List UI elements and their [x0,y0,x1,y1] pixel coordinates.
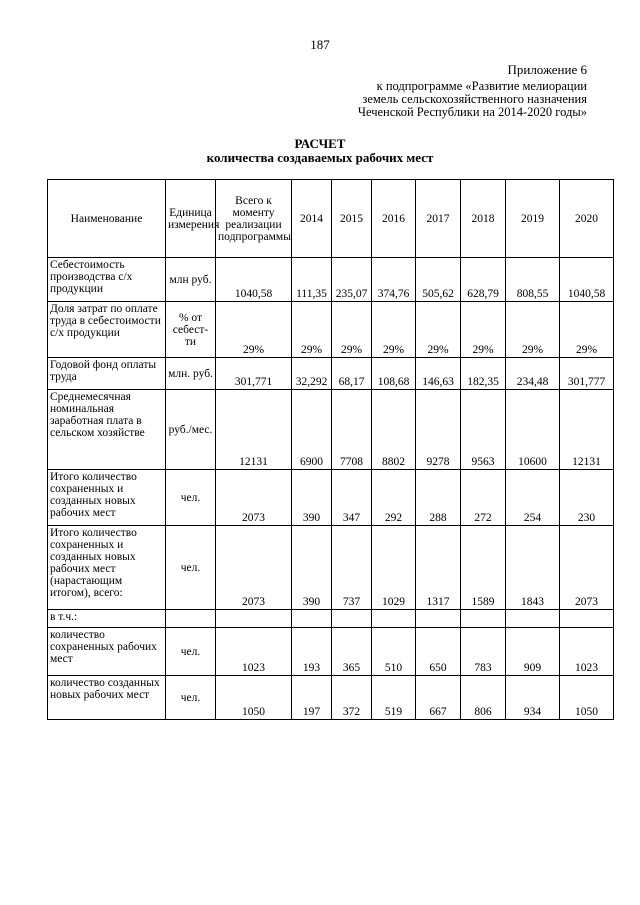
value-cell: 29% [216,302,292,358]
value-cell [416,610,461,628]
value-cell: 372 [332,676,372,720]
table-row [48,470,614,526]
value-cell [292,610,332,628]
value-cell [560,610,614,628]
value-cell: 783 [461,628,506,676]
column-header: 2015 [332,180,372,258]
row-unit [166,610,216,628]
column-header: 2016 [372,180,416,258]
value-cell: 1023 [216,628,292,676]
document-title [0,137,640,165]
calculation-table [47,179,614,720]
row-unit: млн руб. [166,258,216,302]
column-header: 2014 [292,180,332,258]
value-cell: 1317 [416,526,461,610]
value-cell: 628,79 [461,258,506,302]
value-cell: 1040,58 [216,258,292,302]
appendix-label: Приложение 6 [507,62,587,77]
subprogram-line: Чеченской Республики на 2014-2020 годы» [357,105,587,119]
value-cell: 182,35 [461,358,506,390]
value-cell: 68,17 [332,358,372,390]
value-cell: 29% [292,302,332,358]
title-subheading: количества создаваемых рабочих мест [206,150,434,165]
table-row [48,628,614,676]
value-cell: 737 [332,526,372,610]
value-cell: 29% [332,302,372,358]
table-header-row [48,180,614,258]
value-cell: 1029 [372,526,416,610]
value-cell: 365 [332,628,372,676]
value-cell: 32,292 [292,358,332,390]
table-row [48,390,614,470]
value-cell: 808,55 [506,258,560,302]
value-cell: 2073 [216,526,292,610]
row-name: количество сохраненных рабочих мест [48,628,166,676]
value-cell: 301,777 [560,358,614,390]
value-cell [332,610,372,628]
value-cell: 8802 [372,390,416,470]
value-cell: 505,62 [416,258,461,302]
value-cell [216,610,292,628]
value-cell: 7708 [332,390,372,470]
value-cell: 29% [372,302,416,358]
column-header: 2017 [416,180,461,258]
value-cell: 29% [416,302,461,358]
value-cell: 1843 [506,526,560,610]
row-unit: чел. [166,526,216,610]
row-unit: млн. руб. [166,358,216,390]
value-cell: 1040,58 [560,258,614,302]
value-cell: 197 [292,676,332,720]
value-cell: 347 [332,470,372,526]
column-header: 2019 [506,180,560,258]
table-row [48,358,614,390]
value-cell: 374,76 [372,258,416,302]
value-cell: 301,771 [216,358,292,390]
subprogram-reference [358,80,587,119]
row-name: Доля затрат по оплате труда в себестоимости с/х продукции [48,302,166,358]
value-cell: 909 [506,628,560,676]
row-name: количество созданных новых рабочих мест [48,676,166,720]
value-cell: 9278 [416,390,461,470]
value-cell: 6900 [292,390,332,470]
value-cell: 10600 [506,390,560,470]
value-cell [372,610,416,628]
subprogram-line: к подпрограмме «Развитие мелиорации [376,79,587,93]
title-heading: РАСЧЕТ [294,136,346,151]
value-cell: 12131 [216,390,292,470]
column-header: Наименование [48,180,166,258]
value-cell: 29% [461,302,506,358]
value-cell: 510 [372,628,416,676]
row-unit: чел. [166,470,216,526]
value-cell: 29% [506,302,560,358]
value-cell: 234,48 [506,358,560,390]
value-cell: 235,07 [332,258,372,302]
row-name: Среднемесячная номинальная заработная плата в сельском хозяйстве [48,390,166,470]
table-row [48,258,614,302]
value-cell: 1050 [560,676,614,720]
value-cell: 292 [372,470,416,526]
row-unit: % от себест-ти [166,302,216,358]
value-cell: 29% [560,302,614,358]
value-cell: 230 [560,470,614,526]
value-cell: 1589 [461,526,506,610]
value-cell: 667 [416,676,461,720]
row-name: Итого количество сохраненных и созданных новых рабочих мест (нарастающим итогом), всего: [48,526,166,610]
table-row [48,676,614,720]
value-cell: 272 [461,470,506,526]
value-cell: 934 [506,676,560,720]
table-row [48,610,614,628]
value-cell: 390 [292,470,332,526]
column-header: 2020 [560,180,614,258]
column-header: 2018 [461,180,506,258]
value-cell: 146,63 [416,358,461,390]
value-cell: 2073 [560,526,614,610]
subprogram-line: земель сельскохозяйственного назначения [362,92,587,106]
row-unit: чел. [166,676,216,720]
row-unit: руб./мес. [166,390,216,470]
value-cell: 390 [292,526,332,610]
row-name: Годовой фонд оплаты труда [48,358,166,390]
value-cell: 12131 [560,390,614,470]
value-cell [461,610,506,628]
value-cell: 111,35 [292,258,332,302]
page-number: 187 [310,37,330,52]
value-cell: 1050 [216,676,292,720]
row-name: в т.ч.: [48,610,166,628]
value-cell: 519 [372,676,416,720]
column-header: Всего к моменту реализации подпрограммы [216,180,292,258]
value-cell: 2073 [216,470,292,526]
value-cell: 108,68 [372,358,416,390]
table-row [48,302,614,358]
value-cell [506,610,560,628]
column-header: Единица измерения [166,180,216,258]
value-cell: 193 [292,628,332,676]
row-unit: чел. [166,628,216,676]
row-name: Себестоимость производства с/х продукции [48,258,166,302]
value-cell: 806 [461,676,506,720]
table-row [48,526,614,610]
value-cell: 1023 [560,628,614,676]
value-cell: 650 [416,628,461,676]
value-cell: 254 [506,470,560,526]
value-cell: 288 [416,470,461,526]
value-cell: 9563 [461,390,506,470]
row-name: Итого количество сохраненных и созданных новых рабочих мест [48,470,166,526]
